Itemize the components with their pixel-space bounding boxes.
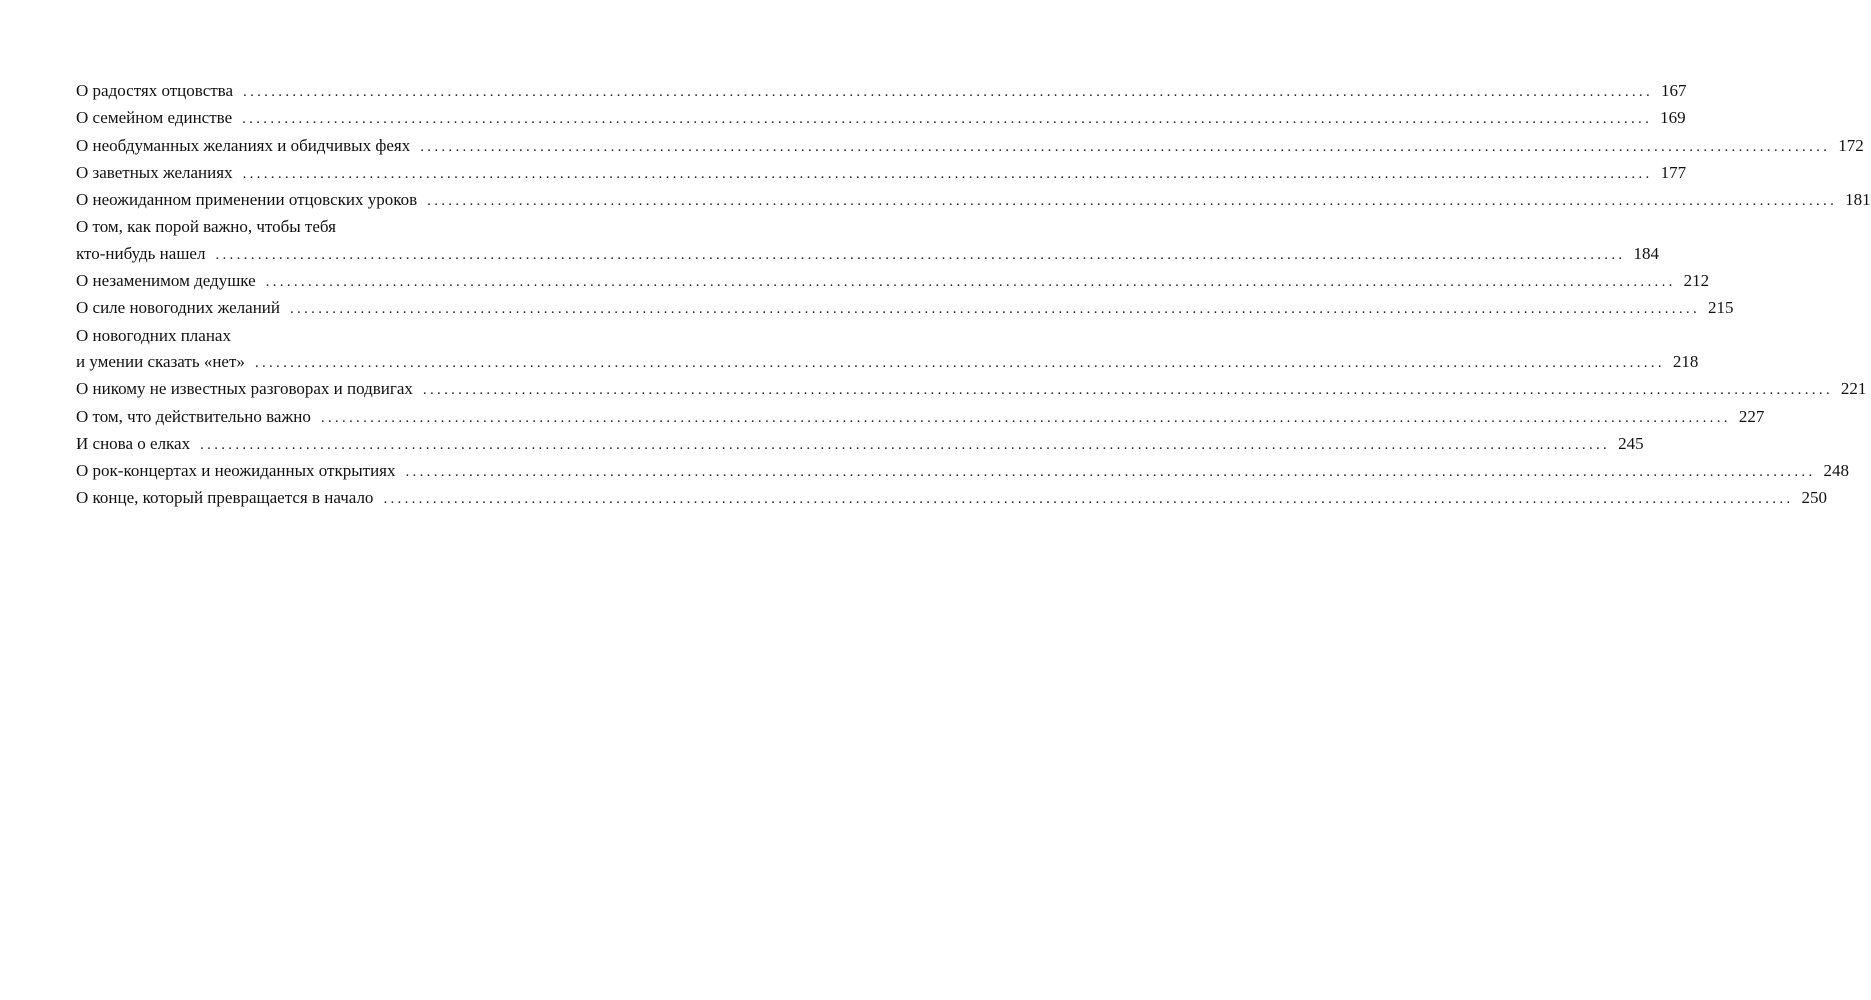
toc-entry-line	[76, 431, 1644, 458]
toc-page-number: 212	[1683, 271, 1710, 291]
toc-entry-line	[76, 78, 1687, 105]
toc-entry-line	[76, 133, 1864, 160]
toc-entry-title: О том, как порой важно, чтобы тебя	[76, 217, 336, 237]
dot-leader: ........................................................................................................................................................................................................	[200, 436, 1611, 453]
toc-entry-line	[76, 268, 1710, 295]
toc-page-number: 245	[1618, 433, 1644, 453]
toc-entry[interactable]	[76, 485, 1827, 512]
toc-page-number: 167	[1661, 81, 1687, 100]
toc-entry-title: О новогодних планах	[76, 325, 231, 345]
toc-entry-title: О заветных желаниях	[76, 162, 233, 182]
table-of-contents	[76, 78, 1871, 513]
toc-page-number: 248	[1823, 461, 1849, 481]
toc-page-number: 227	[1738, 406, 1765, 426]
dot-leader: ........................................................................................................................................................................................................	[242, 111, 1653, 128]
toc-entry[interactable]	[76, 105, 1686, 132]
toc-entry[interactable]	[76, 187, 1871, 214]
dot-leader: ........................................................................................................................................................................................................	[215, 246, 1626, 263]
toc-entry-title: О никому не известных разговорах и подвигах	[76, 379, 413, 399]
toc-entry-title: кто-нибудь нашел	[76, 243, 206, 263]
toc-page-number: 181	[1845, 190, 1871, 210]
toc-entry-title: О неожиданном применении отцовских уроков	[76, 190, 418, 210]
toc-entry-line	[76, 458, 1849, 485]
toc-entry-line	[76, 323, 550, 349]
toc-entry-line	[76, 241, 1659, 268]
toc-entry-title: О силе новогодних желаний	[76, 298, 280, 318]
toc-entry-title: О необдуманных желаниях и обидчивых феях	[76, 135, 411, 155]
toc-entry[interactable]	[76, 268, 1710, 295]
toc-page-number: 172	[1838, 135, 1864, 155]
dot-leader: ........................................................................................................................................................................................................	[290, 301, 1700, 318]
toc-entry-line	[76, 187, 1871, 214]
toc-entry[interactable]	[76, 295, 1734, 322]
dot-leader: ........................................................................................................................................................................................................	[383, 491, 1794, 508]
toc-entry-line	[76, 295, 1734, 322]
toc-entry-title: О том, что действительно важно	[76, 406, 311, 426]
toc-page-number: 184	[1633, 243, 1659, 263]
toc-entry-title: О незаменимом дедушке	[76, 271, 256, 291]
toc-entry[interactable]	[76, 160, 1687, 187]
toc-entry[interactable]	[76, 214, 1659, 268]
dot-leader: ........................................................................................................................................................................................................	[320, 409, 1731, 426]
toc-entry-title: О рок-концертах и неожиданных открытиях	[76, 461, 396, 481]
toc-entry[interactable]	[76, 78, 1687, 105]
toc-entry[interactable]	[76, 458, 1849, 485]
toc-entry-title: О конце, который превращается в начало	[76, 488, 374, 508]
toc-entry[interactable]	[76, 431, 1644, 458]
toc-entry-line	[76, 349, 1699, 376]
dot-leader: ........................................................................................................................................................................................................	[243, 84, 1654, 100]
toc-entry-title: О радостях отцовства	[76, 81, 234, 100]
toc-entry-line	[76, 376, 1867, 403]
toc-entry-line	[76, 160, 1687, 187]
toc-entry[interactable]	[76, 404, 1765, 431]
dot-leader: ........................................................................................................................................................................................................	[405, 464, 1816, 481]
toc-page-number: 250	[1801, 488, 1827, 508]
dot-leader: ........................................................................................................................................................................................................	[422, 382, 1833, 399]
toc-entry-line	[76, 214, 550, 240]
toc-page-number: 169	[1660, 108, 1686, 128]
toc-page-number: 218	[1672, 351, 1699, 371]
toc-entry[interactable]	[76, 323, 1699, 377]
dot-leader: ........................................................................................................................................................................................................	[265, 274, 1676, 291]
toc-page-number: 215	[1708, 298, 1734, 318]
toc-entry-title: О семейном единстве	[76, 108, 233, 128]
dot-leader: ........................................................................................................................................................................................................	[427, 193, 1838, 210]
toc-page-number: 221	[1840, 379, 1867, 399]
toc-entry[interactable]	[76, 376, 1867, 403]
toc-entry-line	[76, 404, 1765, 431]
toc-entry-line	[76, 485, 1827, 512]
toc-entry-title: и умении сказать «нет»	[76, 351, 245, 371]
dot-leader: ........................................................................................................................................................................................................	[242, 165, 1653, 182]
toc-entry[interactable]	[76, 133, 1864, 160]
toc-entry-title: И снова о елках	[76, 433, 191, 453]
toc-entry-line	[76, 105, 1686, 132]
dot-leader: ........................................................................................................................................................................................................	[254, 354, 1665, 371]
toc-page-number: 177	[1660, 162, 1687, 182]
dot-leader: ........................................................................................................................................................................................................	[420, 138, 1831, 155]
